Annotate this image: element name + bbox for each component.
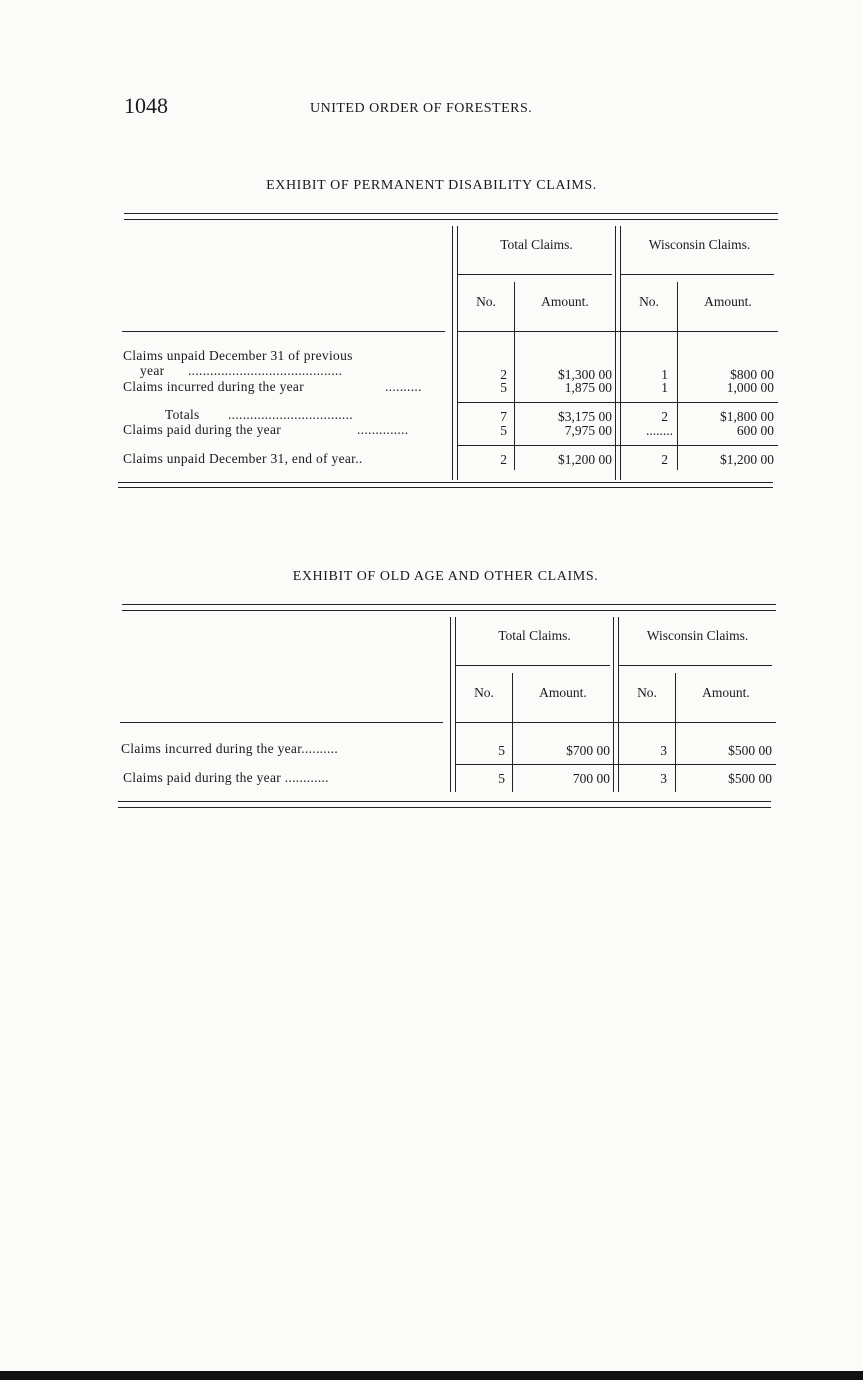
col-header-amount: Amount.	[704, 294, 752, 309]
col-header-amount: Amount.	[541, 294, 589, 309]
column-divider	[615, 226, 616, 480]
group-header-wisconsin-claims: Wisconsin Claims.	[648, 237, 751, 252]
col-header-amount: Amount.	[539, 685, 587, 700]
wisconsin-amount-cell: $800 00	[730, 367, 774, 382]
total-no-cell: 5	[498, 743, 505, 758]
bottom-rule	[118, 807, 771, 808]
total-amount-cell: 1,875 00	[564, 380, 612, 395]
column-divider	[450, 617, 451, 792]
column-divider	[452, 226, 453, 480]
header-rule	[458, 331, 778, 332]
leader-dots: ..............	[357, 422, 409, 437]
wisconsin-no-cell: 1	[661, 367, 668, 382]
total-no-cell: 2	[500, 452, 507, 467]
exhibit-title: EXHIBIT OF PERMANENT DISABILITY CLAIMS.	[266, 178, 597, 193]
row-label: Claims unpaid December 31 of previous	[123, 348, 353, 363]
group-header-total-claims: Total Claims.	[500, 237, 573, 252]
header-rule	[122, 331, 445, 332]
row-rule	[456, 764, 776, 765]
column-divider	[613, 617, 614, 792]
wisconsin-no-cell: ........	[646, 423, 673, 438]
wisconsin-amount-cell: $1,200 00	[720, 452, 774, 467]
header-rule	[456, 722, 776, 723]
total-no-cell: 2	[500, 367, 507, 382]
row-label: Claims paid during the year	[123, 422, 282, 437]
col-header-no: No.	[474, 685, 494, 700]
exhibit-title: EXHIBIT OF OLD AGE AND OTHER CLAIMS.	[292, 569, 599, 584]
column-divider	[457, 226, 458, 480]
col-header-no: No.	[639, 294, 659, 309]
total-amount-cell: 7,975 00	[564, 423, 612, 438]
page-header	[0, 93, 863, 123]
row-label: Claims paid during the year ............	[123, 770, 329, 785]
total-no-cell: 5	[500, 423, 507, 438]
wisconsin-no-cell: 1	[661, 380, 668, 395]
top-rule	[124, 219, 778, 220]
total-amount-cell: $1,300 00	[558, 367, 612, 382]
wisconsin-amount-cell: $500 00	[728, 743, 772, 758]
group-underline	[619, 665, 772, 666]
row-label: Claims unpaid December 31, end of year..	[123, 451, 363, 466]
group-underline	[456, 665, 610, 666]
total-no-cell: 5	[498, 771, 505, 786]
wisconsin-no-cell: 3	[660, 771, 667, 786]
group-header-total-claims: Total Claims.	[498, 628, 571, 643]
bottom-rule	[118, 482, 773, 483]
totals-rule	[458, 402, 778, 403]
total-no-cell: 5	[500, 380, 507, 395]
leader-dots: ..........	[385, 379, 422, 394]
top-rule	[124, 213, 778, 214]
col-header-no: No.	[637, 685, 657, 700]
bottom-rule	[118, 801, 771, 802]
group-header-wisconsin-claims: Wisconsin Claims.	[646, 628, 749, 643]
top-rule	[122, 604, 776, 605]
total-no-cell: 7	[500, 409, 507, 424]
wisconsin-amount-cell: 1,000 00	[726, 380, 774, 395]
row-rule	[458, 445, 778, 446]
top-rule	[122, 610, 776, 611]
total-amount-cell: 700 00	[572, 771, 610, 786]
running-head: UNITED ORDER OF FORESTERS.	[310, 101, 533, 116]
wisconsin-amount-cell: $500 00	[728, 771, 772, 786]
bottom-rule	[118, 487, 773, 488]
row-label: Totals	[165, 407, 200, 422]
wisconsin-amount-cell: $1,800 00	[720, 409, 774, 424]
col-header-no: No.	[476, 294, 496, 309]
total-amount-cell: $3,175 00	[558, 409, 612, 424]
total-amount-cell: $1,200 00	[558, 452, 612, 467]
group-underline	[458, 274, 612, 275]
leader-dots: ..................................	[228, 407, 353, 422]
wisconsin-amount-cell: 600 00	[736, 423, 774, 438]
row-label: Claims incurred during the year..........	[121, 741, 339, 756]
scan-edge-bar	[0, 1371, 863, 1380]
column-divider	[620, 226, 621, 480]
group-underline	[621, 274, 774, 275]
col-header-amount: Amount.	[702, 685, 750, 700]
row-label: year	[140, 363, 165, 378]
leader-dots: ..........................................	[188, 363, 343, 378]
wisconsin-no-cell: 2	[661, 452, 668, 467]
page-number: 1048	[124, 93, 168, 118]
row-label: Claims incurred during the year	[123, 379, 304, 394]
header-rule	[120, 722, 443, 723]
wisconsin-no-cell: 3	[660, 743, 667, 758]
wisconsin-no-cell: 2	[661, 409, 668, 424]
total-amount-cell: $700 00	[566, 743, 610, 758]
